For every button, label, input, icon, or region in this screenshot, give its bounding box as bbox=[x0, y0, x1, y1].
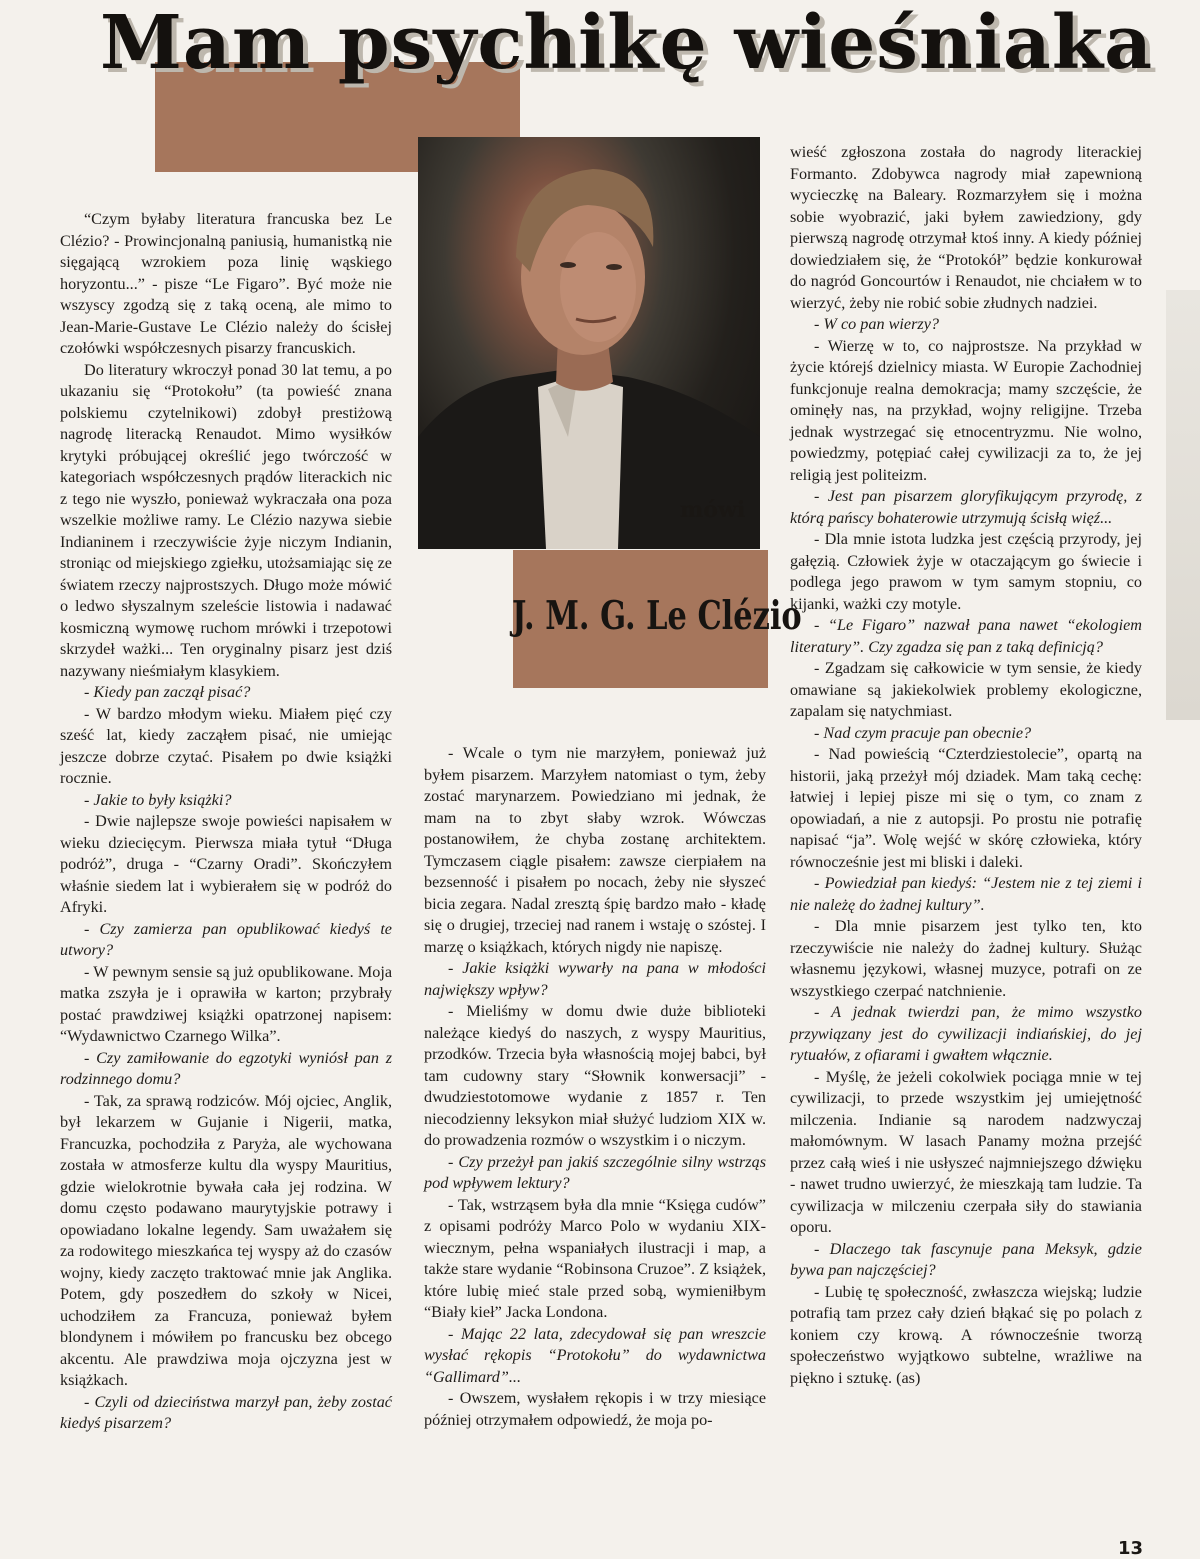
interview-question: - Dlaczego tak fascynuje pana Meksyk, gdzie bywa pan najczęściej? bbox=[790, 1239, 1142, 1279]
author-name: J. M. G. Le Clézio bbox=[512, 593, 802, 639]
author-portrait bbox=[418, 137, 760, 549]
byline-verb: mówi bbox=[680, 497, 746, 523]
paragraph: - Owszem, wysłałem rękopis i w trzy miesiące później otrzymałem odpowiedź, że moja po- bbox=[424, 1389, 766, 1429]
interview-question: - W co pan wierzy? bbox=[814, 315, 939, 333]
paragraph: - W pewnym sensie są już opublikowane. Moja matka zszyła je i oprawiła w karton; przybrały postać prawdziwej książki opatrzonej napisem: “Wydawnictwo Czarnego Wilka”. bbox=[60, 962, 392, 1045]
paragraph: - Wierzę w to, co najprostsze. Na przykład w życie którejś dzielnicy miasta. W Europie Zachodniej funkcjonuje realna demokracja; mamy szczęście, że ominęły nas, na przykład, wojny religijne. Trzeba jednak wystrzegać się etnocentryzmu. Nie wolno, powiedzmy, potępiać całej cywilizacji za to, że jej religią jest politeizm. bbox=[790, 336, 1142, 484]
interview-question: - Powiedział pan kiedyś: “Jestem nie z tej ziemi i nie należę do żadnej kultury”. bbox=[790, 874, 1142, 914]
paragraph: wieść zgłoszona została do nagrody literackiej Formanto. Zdobywca nagrody miał zapewnioną wycieczkę na Baleary. Rozmarzyłem się i można sobie wyobrazić, jaki byłem zawiedziony, gdy pierwszą nagrodę otrzymał ktoś inny. A kiedy później dowiedziałem się, że “Protokół” będzie konkurował do nagród Goncourtów i Renaudot, nie chciałem w to wierzyć, żeby nie robić sobie złudnych nadziei. bbox=[790, 143, 1142, 312]
interview-question: - Jakie książki wywarły na pana w młodości największy wpływ? bbox=[424, 959, 766, 999]
interview-question: - Nad czym pracuje pan obecnie? bbox=[814, 723, 1032, 742]
paragraph: - Nad powieścią “Czterdziestolecie”, opartą na historii, jaką przeżył mój dziadek. Mam taką cechę: łatwiej i lepiej pisze mi się o tym, co znam z opowiadań, a nie z autopsji. Po prostu nie potrafię napisać “ja”. Wolę wejść w skórę człowieka, który równocześnie jest mi bliski i daleki. bbox=[790, 745, 1142, 871]
paragraph: - Myślę, że jeżeli cokolwiek pociąga mnie w tej cywilizacji, to przede wszystkim jej umiejętność milczenia. Indianie są narodem nadzwyczaj małomównym. W lasach Panamy można przejść przez całą wieś i nie usłyszeć najmniejszego dźwięku - nawet trudno uwierzyć, że mieszkają tam ludzie. Ta cywilizacja w milczeniu czerpała siły do stawiania oporu. bbox=[790, 1067, 1142, 1236]
article-title: Mam psychikę wieśniaka bbox=[100, 0, 1154, 86]
page-number: 13 bbox=[1118, 1538, 1144, 1559]
text-column-2 bbox=[424, 743, 766, 1431]
interview-question: - Czy przeżył pan jakiś szczególnie silny wstrząs pod wpływem lektury? bbox=[424, 1152, 766, 1192]
interview-question: - Czy zamierza pan opublikować kiedyś te utwory? bbox=[60, 919, 392, 959]
paragraph: - Tak, wstrząsem była dla mnie “Księga cudów” z opisami podróży Marco Polo w wydaniu XIX-wiecznym, pełna wspaniałych ilustracji i map, a także stare wydanie “Robinsona Cruzoe”. Z książek, które lubię mieć stale przed sobą, wymieniłbym “Biały kieł” Jacka Londona. bbox=[424, 1195, 766, 1321]
interview-question: - Jest pan pisarzem gloryfikującym przyrodę, z którą pańscy bohaterowie utrzymują ścisłą więź... bbox=[790, 487, 1142, 527]
paragraph: - Lubię tę społeczność, zwłaszcza wiejską; ludzie potrafią tam przez cały dzień błąkać się po polach z koniem czy krową. A równocześnie tworzą społeczeństwo wyjątkowo subtelne, wrażliwe na piękno i sztukę. (as) bbox=[790, 1282, 1142, 1387]
interview-question: - Czyli od dzieciństwa marzył pan, żeby zostać kiedyś pisarzem? bbox=[60, 1392, 392, 1432]
paragraph: - Dla mnie pisarzem jest tylko ten, kto rzeczywiście nie należy do żadnej kultury. Służąc własnemu językowi, własnej muzyce, potrafi on ze wszystkiego czerpać natchnienie. bbox=[790, 917, 1142, 1000]
interview-question: - Jakie to były książki? bbox=[84, 790, 232, 809]
interview-question: - “Le Figaro” nazwał pana nawet “ekologiem literatury”. Czy zgadza się pan z taką definicją? bbox=[790, 616, 1142, 656]
paragraph: - Wcale o tym nie marzyłem, ponieważ już byłem pisarzem. Marzyłem natomiast o tym, żeby zostać marynarzem. Powiedziano mi jednak, że mam na to zbyt słaby wzrok. Wówczas postanowiłem, że chyba zostanę architektem. Tymczasem ciągle pisałem: zawsze cierpiałem na bezsenność i pisałem po nocach, żeby nie słyszeć bicia zegara. Nadal zresztą śpię bardzo mało - kładę się o drugiej, trzeciej nad ranem i wstaję o szóstej. I marzę o książkach, których nigdy nie napiszę. bbox=[424, 744, 766, 956]
paragraph: Do literatury wkroczył ponad 30 lat temu, a po ukazaniu się “Protokołu” (ta powieść znana polskiemu czytelnikowi) zdobył prestiżową nagrodę literacką Renaudot. Mimo wysiłków krytyki próbującej określić jego twórczość w kategoriach współczesnych prądów literackich nic z tego nie wyszło, ponieważ wykraczała ona poza wszelkie możliwe ramy. Le Clézio nazywa siebie Indianinem i rzeczywiście żyje niczym Indianin, stroniąc od miejskiego zgiełku, utożsamiając się ze światem rzeczy najprostszych. Długo może mówić o ledwo słyszalnym szeleście listowia i nadawać kosmiczną wymowę ruchom mrówki i trzepotowi skrzydeł ważki... Ten oryginalny pisarz jest dziś nazywany nieśmiałym klasykiem. bbox=[60, 360, 392, 680]
interview-question: - Mając 22 lata, zdecydował się pan wreszcie wysłać rękopis “Protokołu” do wydawnictwa “Gallimard”... bbox=[424, 1324, 766, 1386]
paragraph: - Mieliśmy w domu dwie duże biblioteki należące kiedyś do naszych, z wyspy Mauritius, przodków. Trzecia była własnością mojej babci, był tam cudowny stary “Słownik konwersacji” - dwudziestotomowe wydanie z 1857 r. Ten niecodzienny leksykon miał służyć ludziom XIX w. do prowadzenia rozmów o wszystkim i o niczym. bbox=[424, 1002, 766, 1149]
interview-question: - A jednak twierdzi pan, że mimo wszystko przywiązany jest do cywilizacji indiańskiej, do jej rytuałów, z ofiarami i gwałtem włącznie. bbox=[790, 1003, 1142, 1064]
adjacent-page-edge bbox=[1166, 290, 1200, 720]
paragraph: - W bardzo młodym wieku. Miałem pięć czy sześć lat, kiedy zacząłem pisać, nie umiejąc jeszcze dobrze czytać. Pisałem po dwie książki rocznie. bbox=[60, 704, 392, 787]
text-column-3 bbox=[790, 142, 1142, 1389]
paragraph: - Tak, za sprawą rodziców. Mój ojciec, Anglik, był lekarzem w Gujanie i Nigerii, matka, Francuzka, pochodziła z Paryża, ale wychowana została w atmosferze kultu dla wyspy Mauritius, gdzie wielokrotnie bywała cała jej rodzina. W domu często podawano maurytyjskie potrawy i opowiadano lokalne legendy. Sam uważałem się za rodowitego mieszkańca tej wyspy aż do czasów wojny, kiedy zaczęto traktować mnie jak Anglika. Potem, gdy poszedłem do szkoły w Nicei, uchodziłem za Francuza, ponieważ byłem blondynem i mówiłem po francusku bez obcego akcentu. Ale prawdziwa moja ojczyzna jest w książkach. bbox=[60, 1091, 392, 1389]
interview-question: - Kiedy pan zaczął pisać? bbox=[84, 683, 251, 701]
text-column-1 bbox=[60, 209, 392, 1435]
interview-question: - Czy zamiłowanie do egzotyki wyniósł pan z rodzinnego domu? bbox=[60, 1048, 392, 1088]
paragraph: - Dwie najlepsze swoje powieści napisałem w wieku dziecięcym. Pierwsza miała tytuł “Długa podróż”, druga - “Czarny Oradi”. Skończyłem właśnie siedem lat i wybierałem się w podróż do Afryki. bbox=[60, 812, 392, 916]
paragraph: - Dla mnie istota ludzka jest częścią przyrody, jej gałęzią. Człowiek żyje w otaczającym go świecie i podlega jego prawom w tym samym stopniu, co kijanki, ważki czy motyle. bbox=[790, 530, 1142, 613]
portrait-illustration bbox=[418, 137, 760, 549]
paragraph: - Zgadzam się całkowicie w tym sensie, że kiedy omawiane są jakiekolwiek problemy ekologiczne, zapalam się natychmiast. bbox=[790, 659, 1142, 720]
paragraph: “Czym byłaby literatura francuska bez Le Clézio? - Prowincjonalną paniusią, humanistką nie sięgającą wzrokiem poza linię wąskiego horyzontu...” - pisze “Le Figaro”. Być może nie wszyscy zgodzą się z taką oceną, ale mimo to Jean-Marie-Gustave Le Clézio należy do ścisłej czołówki współczesnych pisarzy francuskich. bbox=[60, 210, 392, 357]
